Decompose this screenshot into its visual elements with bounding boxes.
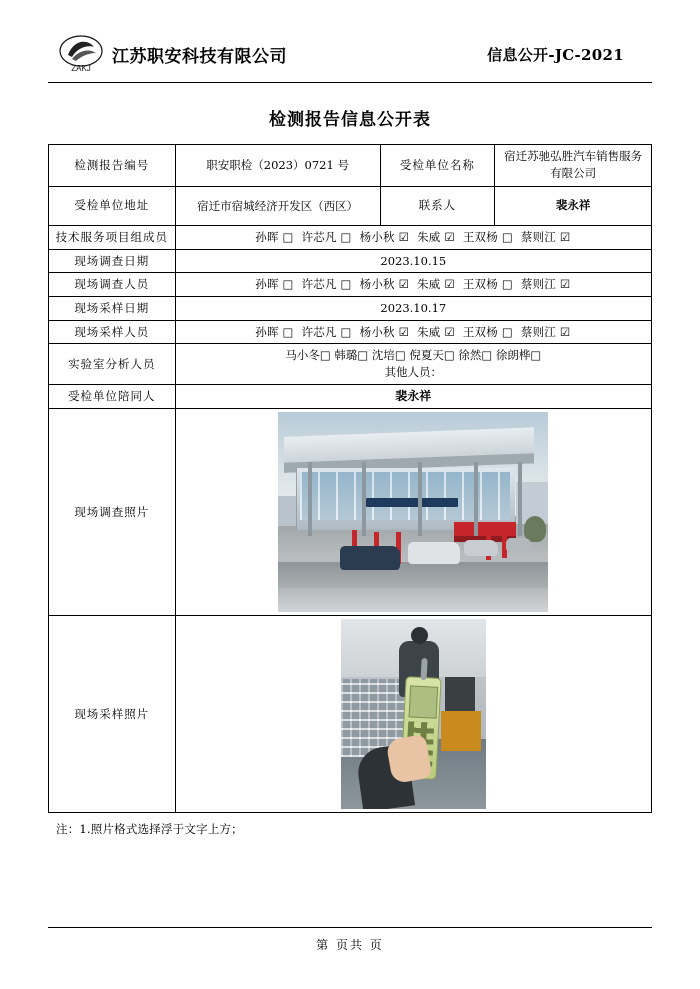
contact-value: 裴永祥 <box>495 186 652 225</box>
survey-date-value: 2023.10.15 <box>175 249 651 273</box>
staff-checkbox-item[interactable]: 蔡则江 ☑ <box>520 277 571 292</box>
client-name-value: 宿迁苏驰弘胜汽车销售服务有限公司 <box>495 145 652 187</box>
document-code: 信息公开-JC-2021 <box>487 45 624 64</box>
escort-value: 裴永祥 <box>175 384 651 408</box>
page-title: 检测报告信息公开表 <box>269 110 431 130</box>
table-row <box>49 225 652 249</box>
staff-checkbox-item[interactable]: 朱威 ☑ <box>417 324 455 339</box>
sampling-photo-image <box>341 619 486 809</box>
staff-checkbox-item[interactable]: 孙晖 □ <box>255 277 294 292</box>
header-left <box>58 33 287 75</box>
page-header <box>48 28 652 80</box>
client-addr-label: 受检单位地址 <box>49 186 176 225</box>
survey-date-label: 现场调查日期 <box>49 249 176 273</box>
table-row <box>49 320 652 344</box>
table-row <box>49 249 652 273</box>
sampling-staff-label: 现场采样人员 <box>49 320 176 344</box>
team-label: 技术服务项目组成员 <box>49 225 176 249</box>
lab-staff-line2: 其他人员： <box>384 364 443 379</box>
company-logo-icon <box>58 33 104 75</box>
sampling-date-value: 2023.10.17 <box>175 296 651 320</box>
sampling-staff-checklist <box>175 320 651 344</box>
table-row <box>49 384 652 408</box>
table-row <box>49 145 652 187</box>
table-row <box>49 344 652 384</box>
survey-photo-label: 现场调查照片 <box>49 408 176 615</box>
staff-checkbox-item[interactable]: 蔡则江 ☑ <box>520 324 571 339</box>
table-row <box>49 296 652 320</box>
staff-checkbox-item[interactable]: 孙晖 □ <box>255 324 294 339</box>
svg-text:ZAKJ: ZAKJ <box>71 64 91 73</box>
survey-photo-cell <box>175 408 651 615</box>
header-divider <box>48 82 652 83</box>
staff-checkbox-item[interactable]: 杨小秋 ☑ <box>359 324 410 339</box>
sampling-date-label: 现场采样日期 <box>49 296 176 320</box>
table-row <box>49 615 652 812</box>
lab-staff-value <box>175 344 651 384</box>
client-addr-value: 宿迁市宿城经济开发区（西区） <box>175 186 380 225</box>
company-name: 江苏职安科技有限公司 <box>112 46 287 67</box>
staff-checkbox-item[interactable]: 杨小秋 ☑ <box>359 277 410 292</box>
staff-checkbox-item[interactable]: 杨小秋 ☑ <box>359 229 410 244</box>
staff-checkbox-item[interactable]: 蔡则江 ☑ <box>520 229 571 244</box>
lab-staff-label: 实验室分析人员 <box>49 344 176 384</box>
staff-checkbox-item[interactable]: 许芯凡 □ <box>301 324 352 339</box>
escort-label: 受检单位陪同人 <box>49 384 176 408</box>
client-name-label: 受检单位名称 <box>380 145 495 187</box>
table-row <box>49 408 652 615</box>
report-no-label: 检测报告编号 <box>49 145 176 187</box>
table-row <box>49 273 652 297</box>
survey-photo-image <box>278 412 548 612</box>
staff-checkbox-item[interactable]: 孙晖 □ <box>255 229 294 244</box>
survey-staff-checklist <box>175 273 651 297</box>
staff-checkbox-item[interactable]: 王双杨 □ <box>462 229 513 244</box>
survey-staff-label: 现场调查人员 <box>49 273 176 297</box>
contact-label: 联系人 <box>380 186 495 225</box>
staff-checkbox-item[interactable]: 许芯凡 □ <box>301 277 352 292</box>
table-row <box>49 186 652 225</box>
lab-staff-line1: 马小冬□ 韩璐□ 沈培□ 倪夏天□ 徐然□ 徐朗桦□ <box>285 348 542 363</box>
page-number: 第 页共 页 <box>316 938 384 952</box>
report-no-value: 职安职检（2023）0721 号 <box>175 145 380 187</box>
sampling-photo-label: 现场采样照片 <box>49 615 176 812</box>
sampling-photo-cell <box>175 615 651 812</box>
staff-checkbox-item[interactable]: 王双杨 □ <box>462 277 513 292</box>
info-table <box>48 144 652 813</box>
staff-checkbox-item[interactable]: 朱威 ☑ <box>417 277 455 292</box>
table-note: 注：1.照片格式选择浮于文字上方； <box>56 821 243 836</box>
team-checklist <box>175 225 651 249</box>
footer-divider <box>48 927 652 928</box>
page-footer <box>48 927 652 953</box>
staff-checkbox-item[interactable]: 朱威 ☑ <box>417 229 455 244</box>
staff-checkbox-item[interactable]: 王双杨 □ <box>462 324 513 339</box>
staff-checkbox-item[interactable]: 许芯凡 □ <box>301 229 352 244</box>
